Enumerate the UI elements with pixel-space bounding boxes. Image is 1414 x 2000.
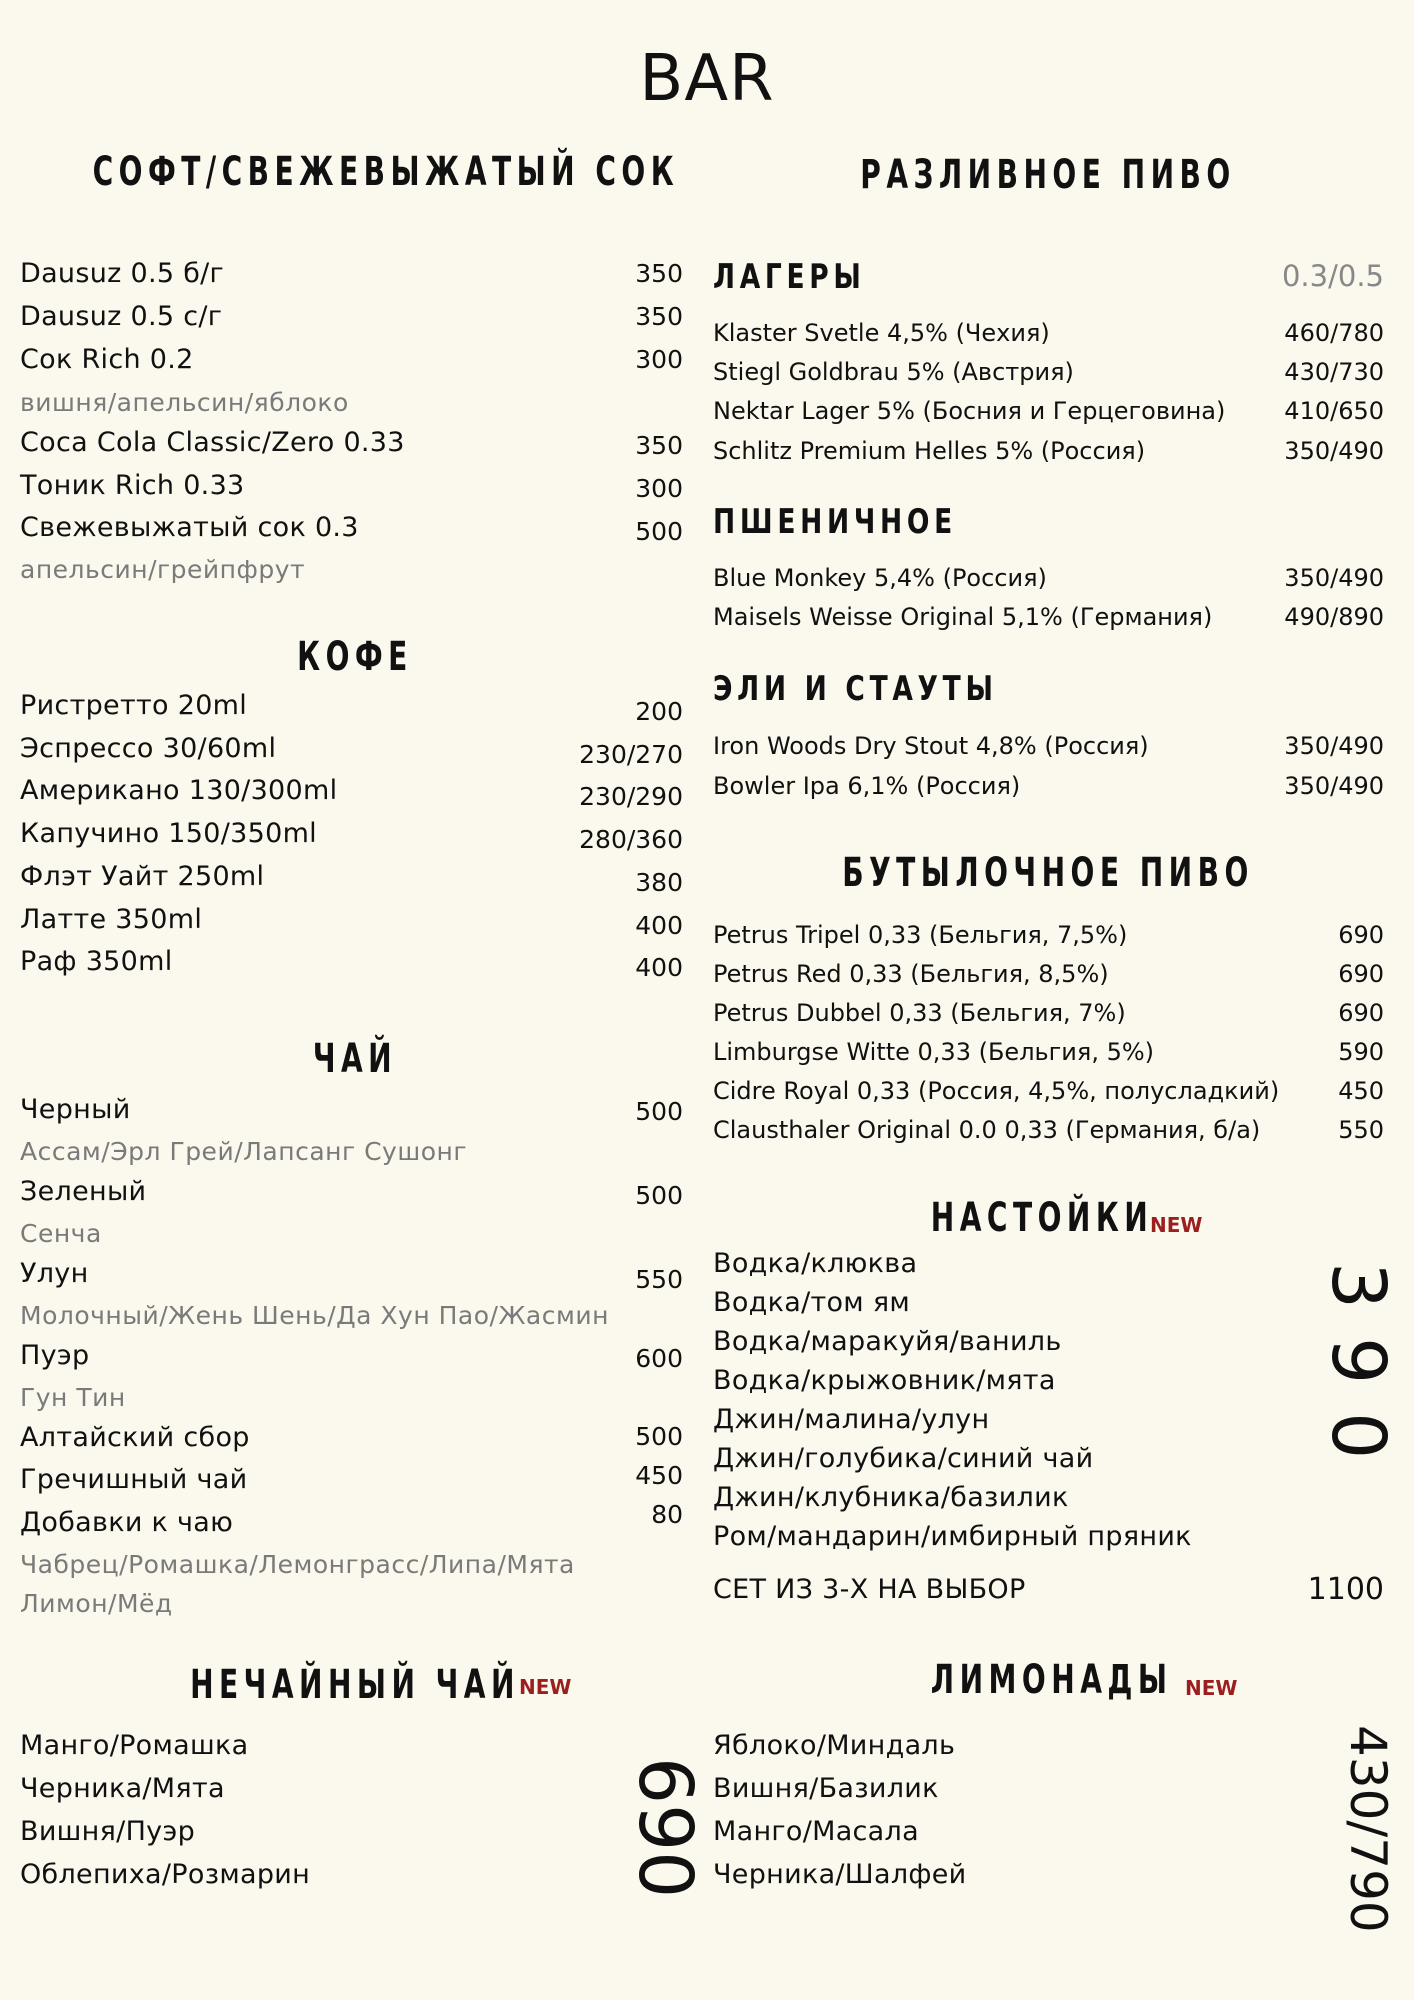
menu-item: Флэт Уайт 250ml <box>20 861 265 892</box>
draft-beer-heading: РАЗЛИВНОЕ ПИВО <box>860 152 1236 198</box>
bottled-beer-heading: БУТЫЛОЧНОЕ ПИВО <box>842 850 1254 896</box>
menu-item: Вишня/Пуэр <box>20 1816 196 1847</box>
menu-price: 350 <box>635 302 683 331</box>
menu-price: 350 <box>635 259 683 288</box>
menu-item: Водка/крыжовник/мята <box>713 1365 1056 1396</box>
menu-item: Свежевыжатый сок 0.3 <box>20 512 359 543</box>
menu-price: 230/290 <box>579 782 683 811</box>
menu-item: Klaster Svetle 4,5% (Чехия) <box>713 319 1050 347</box>
menu-price: 350/490 <box>1284 437 1384 465</box>
menu-item: Черника/Мята <box>20 1773 225 1804</box>
menu-item: Iron Woods Dry Stout 4,8% (Россия) <box>713 732 1149 760</box>
herbal-tea-price: 690 <box>622 1757 708 1899</box>
menu-item: Вишня/Базилик <box>713 1773 939 1804</box>
menu-price: 200 <box>635 697 683 726</box>
menu-item: Капучино 150/350ml <box>20 818 317 849</box>
set-price: 1100 <box>1307 1572 1384 1607</box>
menu-price: 450 <box>1338 1077 1384 1105</box>
menu-item-note: Лимон/Мёд <box>20 1589 173 1618</box>
menu-price: 500 <box>635 517 683 546</box>
menu-item: Зеленый <box>20 1176 147 1207</box>
menu-price: 600 <box>635 1344 683 1373</box>
tinctures-price: 390 <box>1315 1262 1401 1488</box>
menu-item: Пуэр <box>20 1340 90 1371</box>
menu-item: Bowler Ipa 6,1% (Россия) <box>713 772 1021 800</box>
menu-item: Водка/маракуйя/ваниль <box>713 1326 1062 1357</box>
menu-price: 350/490 <box>1284 732 1384 760</box>
menu-title: BAR <box>639 42 775 116</box>
ales-heading: ЭЛИ И СТАУТЫ <box>713 669 998 709</box>
menu-item: Джин/голубика/синий чай <box>713 1443 1094 1474</box>
menu-item: Джин/клубника/базилик <box>713 1482 1069 1513</box>
menu-item: Limburgse Witte 0,33 (Бельгия, 5%) <box>713 1038 1155 1066</box>
menu-price: 230/270 <box>579 740 683 769</box>
menu-price: 550 <box>1338 1116 1384 1144</box>
menu-item: Латте 350ml <box>20 904 203 935</box>
menu-price: 500 <box>635 1422 683 1451</box>
lemonades-heading: ЛИМОНАДЫ <box>930 1657 1173 1703</box>
menu-price: 690 <box>1338 960 1384 988</box>
soft-heading: СОФТ/СВЕЖЕВЫЖАТЫЙ СОК <box>92 149 680 195</box>
tea-heading: ЧАЙ <box>312 1036 398 1082</box>
menu-price: 380 <box>635 868 683 897</box>
menu-price: 690 <box>1338 921 1384 949</box>
volume-label: 0.3/0.5 <box>1281 259 1384 293</box>
menu-price: 80 <box>651 1500 683 1529</box>
set-label: СЕТ ИЗ 3-Х НА ВЫБОР <box>713 1574 1026 1605</box>
menu-item: Яблоко/Миндаль <box>713 1730 956 1761</box>
menu-item: Водка/том ям <box>713 1287 911 1318</box>
wheat-heading: ПШЕНИЧНОЕ <box>713 502 957 542</box>
menu-price: 350 <box>635 431 683 460</box>
menu-item: Maisels Weisse Original 5,1% (Германия) <box>713 603 1213 631</box>
menu-price: 300 <box>635 474 683 503</box>
menu-item: Добавки к чаю <box>20 1507 234 1538</box>
menu-item: Blue Monkey 5,4% (Россия) <box>713 564 1047 592</box>
menu-price: 490/890 <box>1284 603 1384 631</box>
menu-price: 460/780 <box>1284 319 1384 347</box>
menu-price: 350/490 <box>1284 772 1384 800</box>
menu-item: Stiegl Goldbrau 5% (Австрия) <box>713 358 1074 386</box>
menu-item: Petrus Dubbel 0,33 (Бельгия, 7%) <box>713 999 1126 1027</box>
coffee-heading: КОФЕ <box>297 634 413 680</box>
menu-item: Манго/Ромашка <box>20 1730 249 1761</box>
menu-item-note: Молочный/Жень Шень/Да Хун Пао/Жасмин <box>20 1301 609 1330</box>
menu-item: Черника/Шалфей <box>713 1859 967 1890</box>
menu-item: Эспрессо 30/60ml <box>20 733 277 764</box>
menu-price: 300 <box>635 345 683 374</box>
menu-item-note: апельсин/грейпфрут <box>20 555 306 584</box>
menu-item: Раф 350ml <box>20 946 173 977</box>
menu-item: Облепиха/Розмарин <box>20 1859 311 1890</box>
menu-item: Schlitz Premium Helles 5% (Россия) <box>713 437 1146 465</box>
new-badge: NEW <box>1185 1676 1238 1700</box>
menu-item: Черный <box>20 1094 131 1125</box>
menu-price: 500 <box>635 1097 683 1126</box>
menu-item: Clausthaler Original 0.0 0,33 (Германия, б/а) <box>713 1116 1261 1144</box>
menu-price: 410/650 <box>1284 397 1384 425</box>
tinctures-heading: НАСТОЙКИ <box>930 1195 1154 1241</box>
menu-item: Сок Rich 0.2 <box>20 344 194 375</box>
menu-item: Dausuz 0.5 б/г <box>20 258 225 289</box>
menu-item-note: вишня/апельсин/яблоко <box>20 388 349 417</box>
menu-item-note: Гун Тин <box>20 1383 126 1412</box>
menu-item-note: Ассам/Эрл Грей/Лапсанг Сушонг <box>20 1137 467 1166</box>
menu-price: 550 <box>635 1265 683 1294</box>
menu-price: 690 <box>1338 999 1384 1027</box>
new-badge: NEW <box>1150 1213 1203 1237</box>
menu-item: Petrus Red 0,33 (Бельгия, 8,5%) <box>713 960 1109 988</box>
menu-price: 450 <box>635 1461 683 1490</box>
menu-item: Тоник Rich 0.33 <box>20 470 245 501</box>
menu-price: 400 <box>635 953 683 982</box>
menu-item: Petrus Tripel 0,33 (Бельгия, 7,5%) <box>713 921 1128 949</box>
menu-price: 500 <box>635 1181 683 1210</box>
lemonades-price: 430/790 <box>1339 1725 1397 1933</box>
lagers-heading: ЛАГЕРЫ <box>713 257 866 297</box>
menu-price: 280/360 <box>579 825 683 854</box>
menu-price: 350/490 <box>1284 564 1384 592</box>
menu-item: Ром/мандарин/имбирный пряник <box>713 1521 1192 1552</box>
menu-item: Улун <box>20 1258 89 1289</box>
herbal-tea-heading: НЕЧАЙНЫЙ ЧАЙ <box>190 1662 520 1708</box>
menu-item: Манго/Масала <box>713 1816 919 1847</box>
menu-price: 400 <box>635 911 683 940</box>
menu-item: Nektar Lager 5% (Босния и Герцеговина) <box>713 397 1226 425</box>
menu-price: 430/730 <box>1284 358 1384 386</box>
new-badge: NEW <box>519 1675 572 1699</box>
menu-item: Dausuz 0.5 с/г <box>20 301 223 332</box>
menu-item: Гречишный чай <box>20 1464 248 1495</box>
menu-item: Американо 130/300ml <box>20 775 338 806</box>
menu-price: 590 <box>1338 1038 1384 1066</box>
menu-item: Coca Cola Classic/Zero 0.33 <box>20 427 405 458</box>
menu-item: Ристретто 20ml <box>20 690 248 721</box>
menu-item: Водка/клюква <box>713 1248 918 1279</box>
menu-item-note: Сенча <box>20 1219 102 1248</box>
menu-item: Cidre Royal 0,33 (Россия, 4,5%, полусладкий) <box>713 1077 1280 1105</box>
menu-item: Алтайский сбор <box>20 1422 250 1453</box>
menu-item: Джин/малина/улун <box>713 1404 990 1435</box>
menu-item-note: Чабрец/Ромашка/Лемонграсс/Липа/Мята <box>20 1550 575 1579</box>
